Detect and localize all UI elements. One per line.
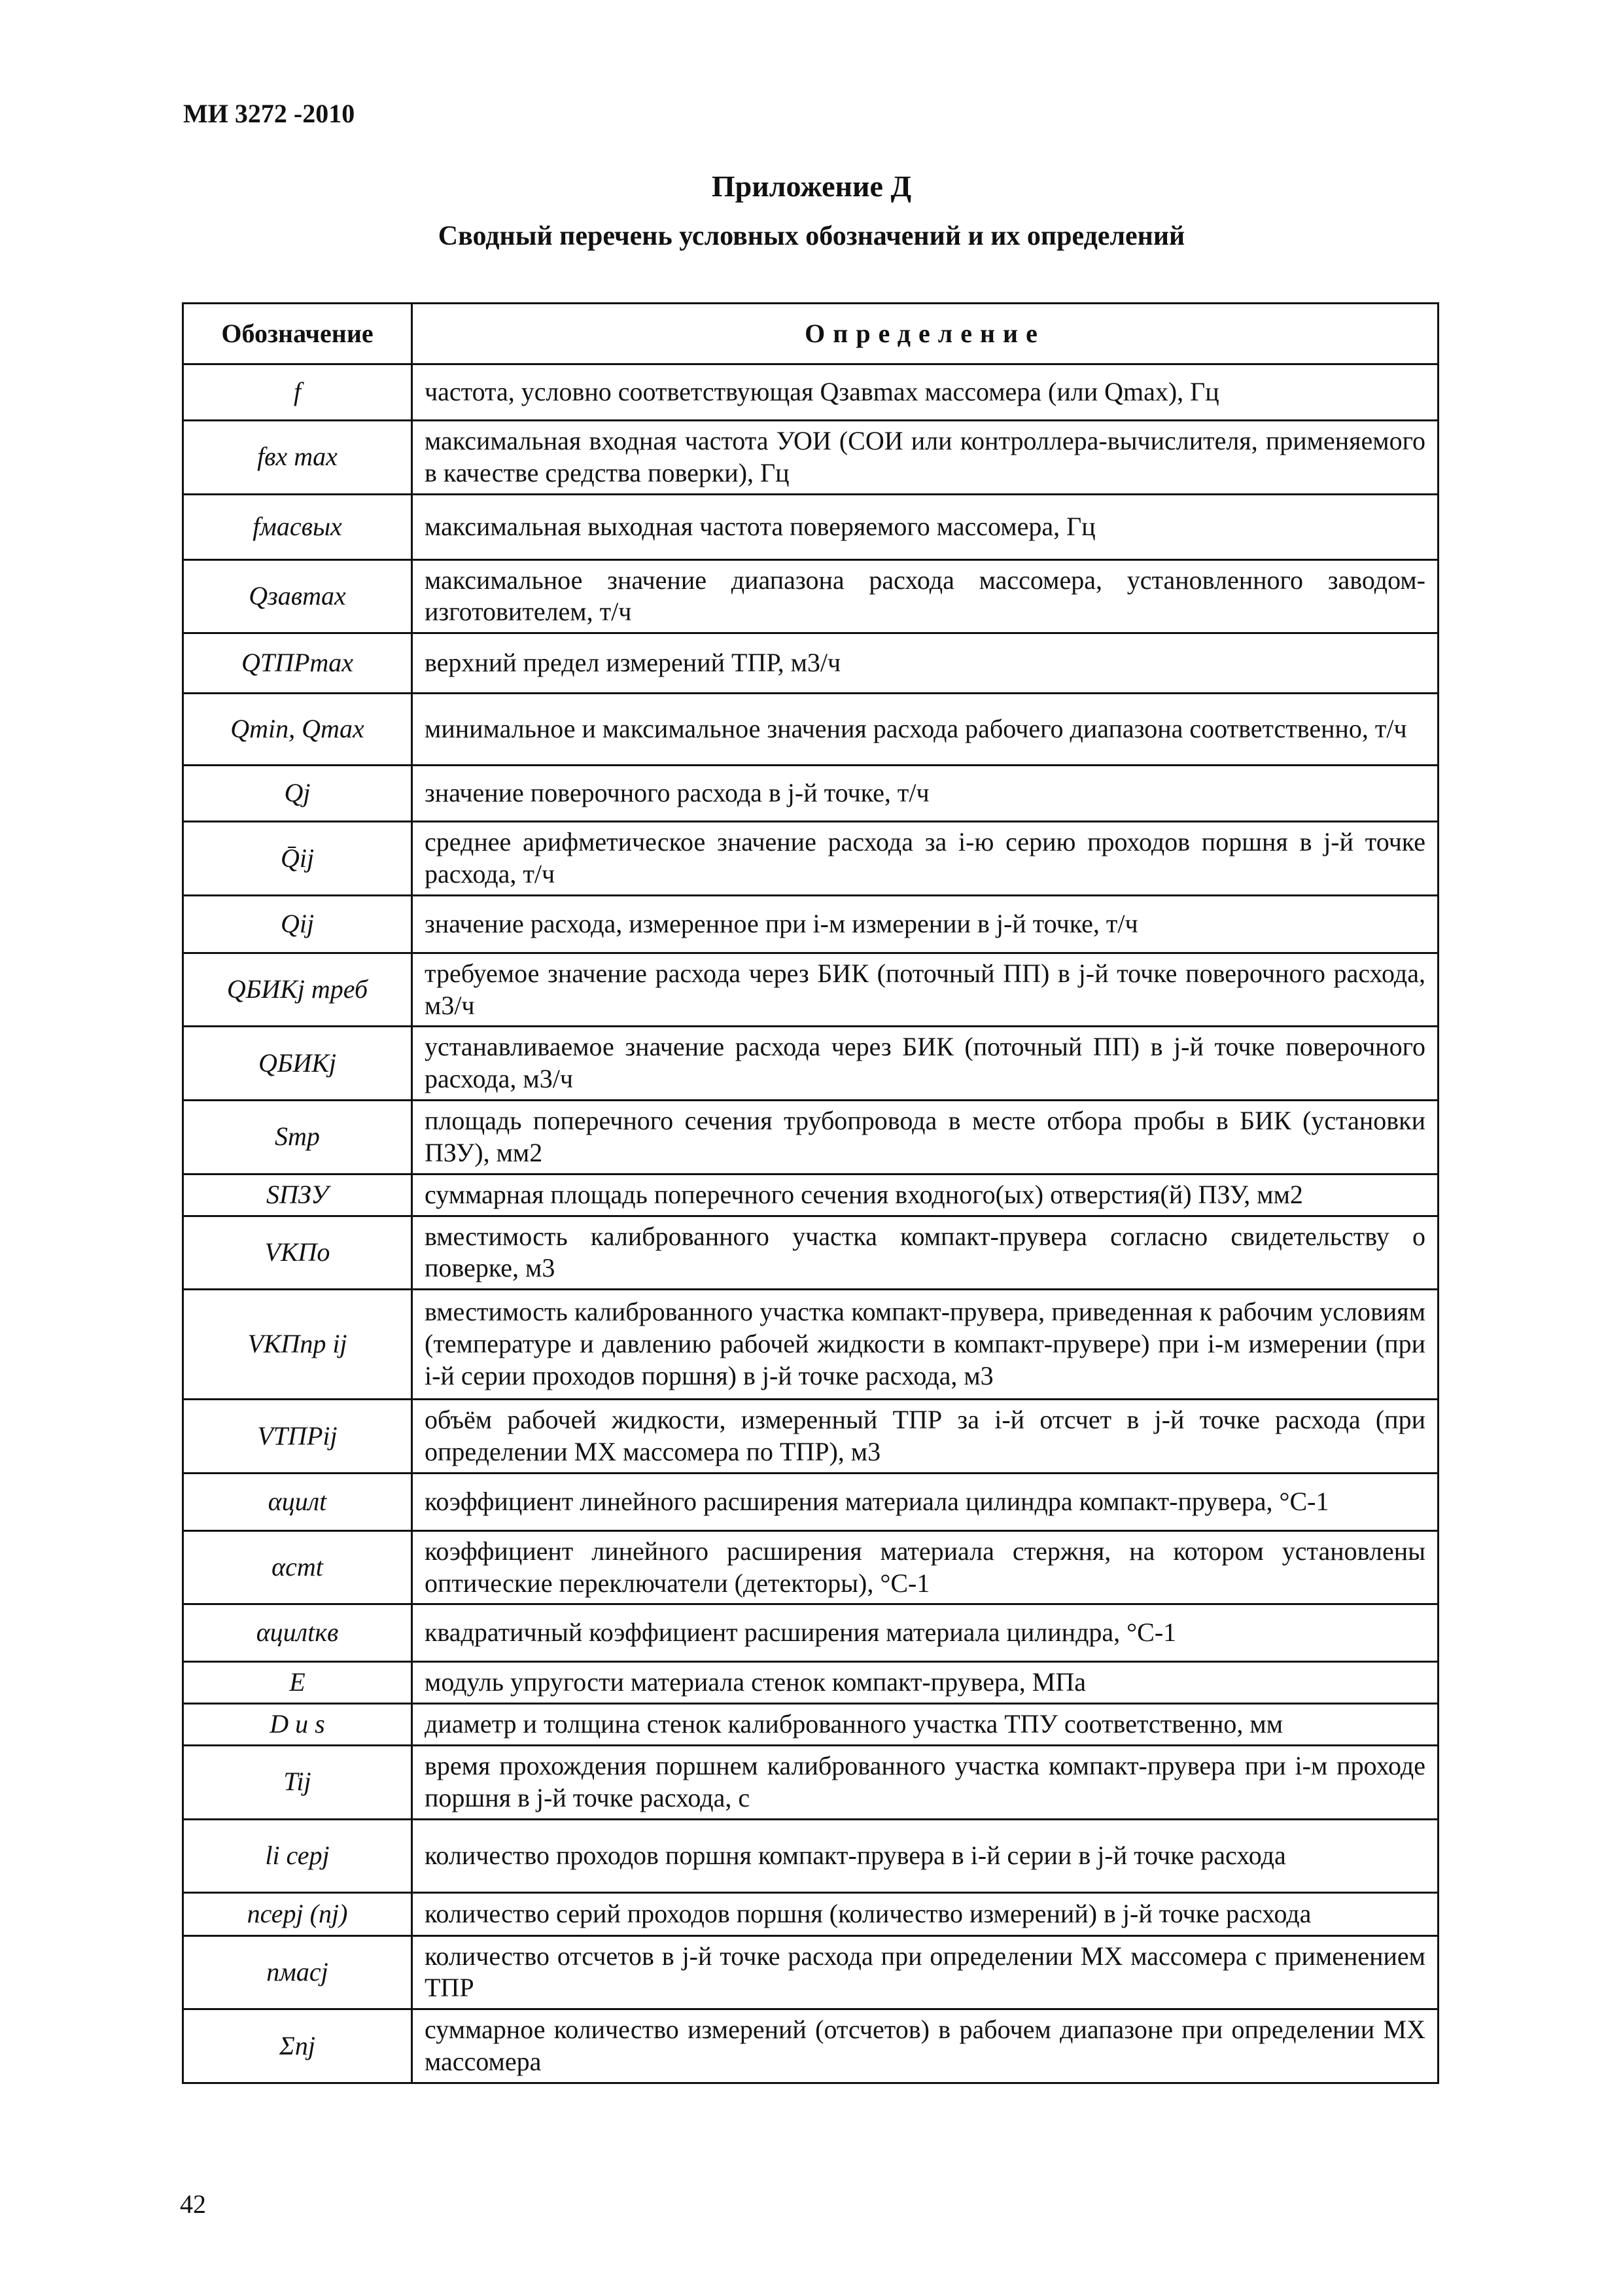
table-row <box>183 364 1439 421</box>
definition-cell: суммарное количество измерений (отсчетов) в рабочем диапазоне при определении МХ массомера <box>412 2009 1439 2083</box>
table-row <box>183 1530 1439 1604</box>
symbol-cell: E <box>183 1662 412 1704</box>
symbol-cell: D и s <box>183 1704 412 1746</box>
definition-cell: площадь поперечного сечения трубопровода в месте отбора пробы в БИК (установки ПЗУ), мм2 <box>412 1100 1439 1174</box>
table-row <box>183 1662 1439 1704</box>
definition-cell: коэффициент линейного расширения материала цилиндра компакт-прувера, °С-1 <box>412 1473 1439 1530</box>
symbol-cell: QТПРmax <box>183 633 412 694</box>
table-row <box>183 559 1439 633</box>
definitions-table <box>182 302 1439 2084</box>
definition-cell: коэффициент линейного расширения материала стержня, на котором установлены оптические переключатели (детекторы), °С-1 <box>412 1530 1439 1604</box>
definition-cell: количество отсчетов в j-й точке расхода при определении МХ массомера с применением ТПР <box>412 1935 1439 2009</box>
symbol-cell: αцилt <box>183 1473 412 1530</box>
appendix-subtitle: Сводный перечень условных обозначений и их определений <box>438 221 1185 251</box>
definition-cell: объём рабочей жидкости, измеренный ТПР за i-й отсчет в j-й точке расхода (при определении МХ массомера по ТПР), м3 <box>412 1400 1439 1474</box>
definition-cell: верхний предел измерений ТПР, м3/ч <box>412 633 1439 694</box>
table-row <box>183 1892 1439 1935</box>
definition-cell: количество проходов поршня компакт-прувера в i-й серии в j-й точке расхода <box>412 1819 1439 1892</box>
symbol-cell: SПЗУ <box>183 1174 412 1216</box>
appendix-title: Приложение Д <box>711 169 912 203</box>
page-number: 42 <box>180 2189 206 2219</box>
symbol-cell: QБИКj <box>183 1027 412 1101</box>
symbol-cell: li серj <box>183 1819 412 1892</box>
symbol-cell: Qij <box>183 895 412 953</box>
definition-cell: максимальное значение диапазона расхода массомера, установленного заводом-изготовителем, т/ч <box>412 559 1439 633</box>
symbol-cell: VКПo <box>183 1216 412 1290</box>
table-row <box>183 1400 1439 1474</box>
table-row <box>183 1473 1439 1530</box>
symbol-cell: Qj <box>183 766 412 822</box>
table-header-row <box>183 304 1439 364</box>
symbol-cell: Sтр <box>183 1100 412 1174</box>
symbol-cell: Q̄ij <box>183 822 412 896</box>
column-header-symbol: Обозначение <box>183 304 412 364</box>
table-row <box>183 1604 1439 1662</box>
table-row <box>183 1027 1439 1101</box>
definition-cell: суммарная площадь поперечного сечения входного(ых) отверстия(й) ПЗУ, мм2 <box>412 1174 1439 1216</box>
table-row <box>183 2009 1439 2083</box>
definition-cell: максимальная выходная частота поверяемого массомера, Гц <box>412 494 1439 559</box>
symbol-cell: QБИКj треб <box>183 953 412 1027</box>
definition-cell: значение поверочного расхода в j-й точке, т/ч <box>412 766 1439 822</box>
column-header-definition: Определение <box>412 304 1439 364</box>
definition-cell: диаметр и толщина стенок калиброванного участка ТПУ соответственно, мм <box>412 1704 1439 1746</box>
symbol-cell: fвх max <box>183 421 412 495</box>
symbol-cell: Σnj <box>183 2009 412 2083</box>
symbol-cell: VТПРij <box>183 1400 412 1474</box>
definition-cell: требуемое значение расхода через БИК (поточный ПП) в j-й точке поверочного расхода, м3/ч <box>412 953 1439 1027</box>
definition-cell: максимальная входная частота УОИ (СОИ или контроллера-вычислителя, применяемого в качестве средства поверки), Гц <box>412 421 1439 495</box>
symbol-cell: nмасj <box>183 1935 412 2009</box>
table-row <box>183 1216 1439 1290</box>
table-row <box>183 494 1439 559</box>
symbol-cell: αцилtкв <box>183 1604 412 1662</box>
table-row <box>183 766 1439 822</box>
table-row <box>183 1174 1439 1216</box>
symbol-cell: Tij <box>183 1745 412 1819</box>
definition-cell: устанавливаемое значение расхода через БИК (поточный ПП) в j-й точке поверочного расхода, м3/ч <box>412 1027 1439 1101</box>
definition-cell: частота, условно соответствующая Qзавmax массомера (или Qmax), Гц <box>412 364 1439 421</box>
symbol-cell: αстt <box>183 1530 412 1604</box>
symbol-cell: Qзавmax <box>183 559 412 633</box>
table-row <box>183 1935 1439 2009</box>
table-row <box>183 1290 1439 1400</box>
definition-cell: вместимость калиброванного участка компакт-прувера, приведенная к рабочим условиям (температуре и давлению рабочей жидкости в компакт-прувере) при i-м измерении (при i-й серии проходов поршня) в j-й точке расхода, м3 <box>412 1290 1439 1400</box>
table-row <box>183 1704 1439 1746</box>
symbol-cell: nсерj (nj) <box>183 1892 412 1935</box>
table-body <box>183 364 1439 2083</box>
table-row <box>183 895 1439 953</box>
definition-cell: среднее арифметическое значение расхода за i-ю серию проходов поршня в j-й точке расхода, т/ч <box>412 822 1439 896</box>
symbol-cell: Qmin, Qmax <box>183 694 412 766</box>
table-row <box>183 1745 1439 1819</box>
symbol-cell: f <box>183 364 412 421</box>
definition-cell: значение расхода, измеренное при i-м измерении в j-й точке, т/ч <box>412 895 1439 953</box>
symbol-cell: VКПпр ij <box>183 1290 412 1400</box>
table-row <box>183 694 1439 766</box>
table-row <box>183 421 1439 495</box>
definition-cell: минимальное и максимальное значения расхода рабочего диапазона соответственно, т/ч <box>412 694 1439 766</box>
table-row <box>183 633 1439 694</box>
definition-cell: количество серий проходов поршня (количество измерений) в j-й точке расхода <box>412 1892 1439 1935</box>
table-row <box>183 1819 1439 1892</box>
table-row <box>183 1100 1439 1174</box>
table-row <box>183 953 1439 1027</box>
definition-cell: квадратичный коэффициент расширения материала цилиндра, °С-1 <box>412 1604 1439 1662</box>
definition-cell: вместимость калиброванного участка компакт-прувера согласно свидетельству о поверке, м3 <box>412 1216 1439 1290</box>
document-code: МИ 3272 -2010 <box>183 99 355 128</box>
definition-cell: время прохождения поршнем калиброванного участка компакт-прувера при i-м проходе поршня в j-й точке расхода, с <box>412 1745 1439 1819</box>
table-row <box>183 822 1439 896</box>
symbol-cell: fмасвых <box>183 494 412 559</box>
definition-cell: модуль упругости материала стенок компакт-прувера, МПа <box>412 1662 1439 1704</box>
